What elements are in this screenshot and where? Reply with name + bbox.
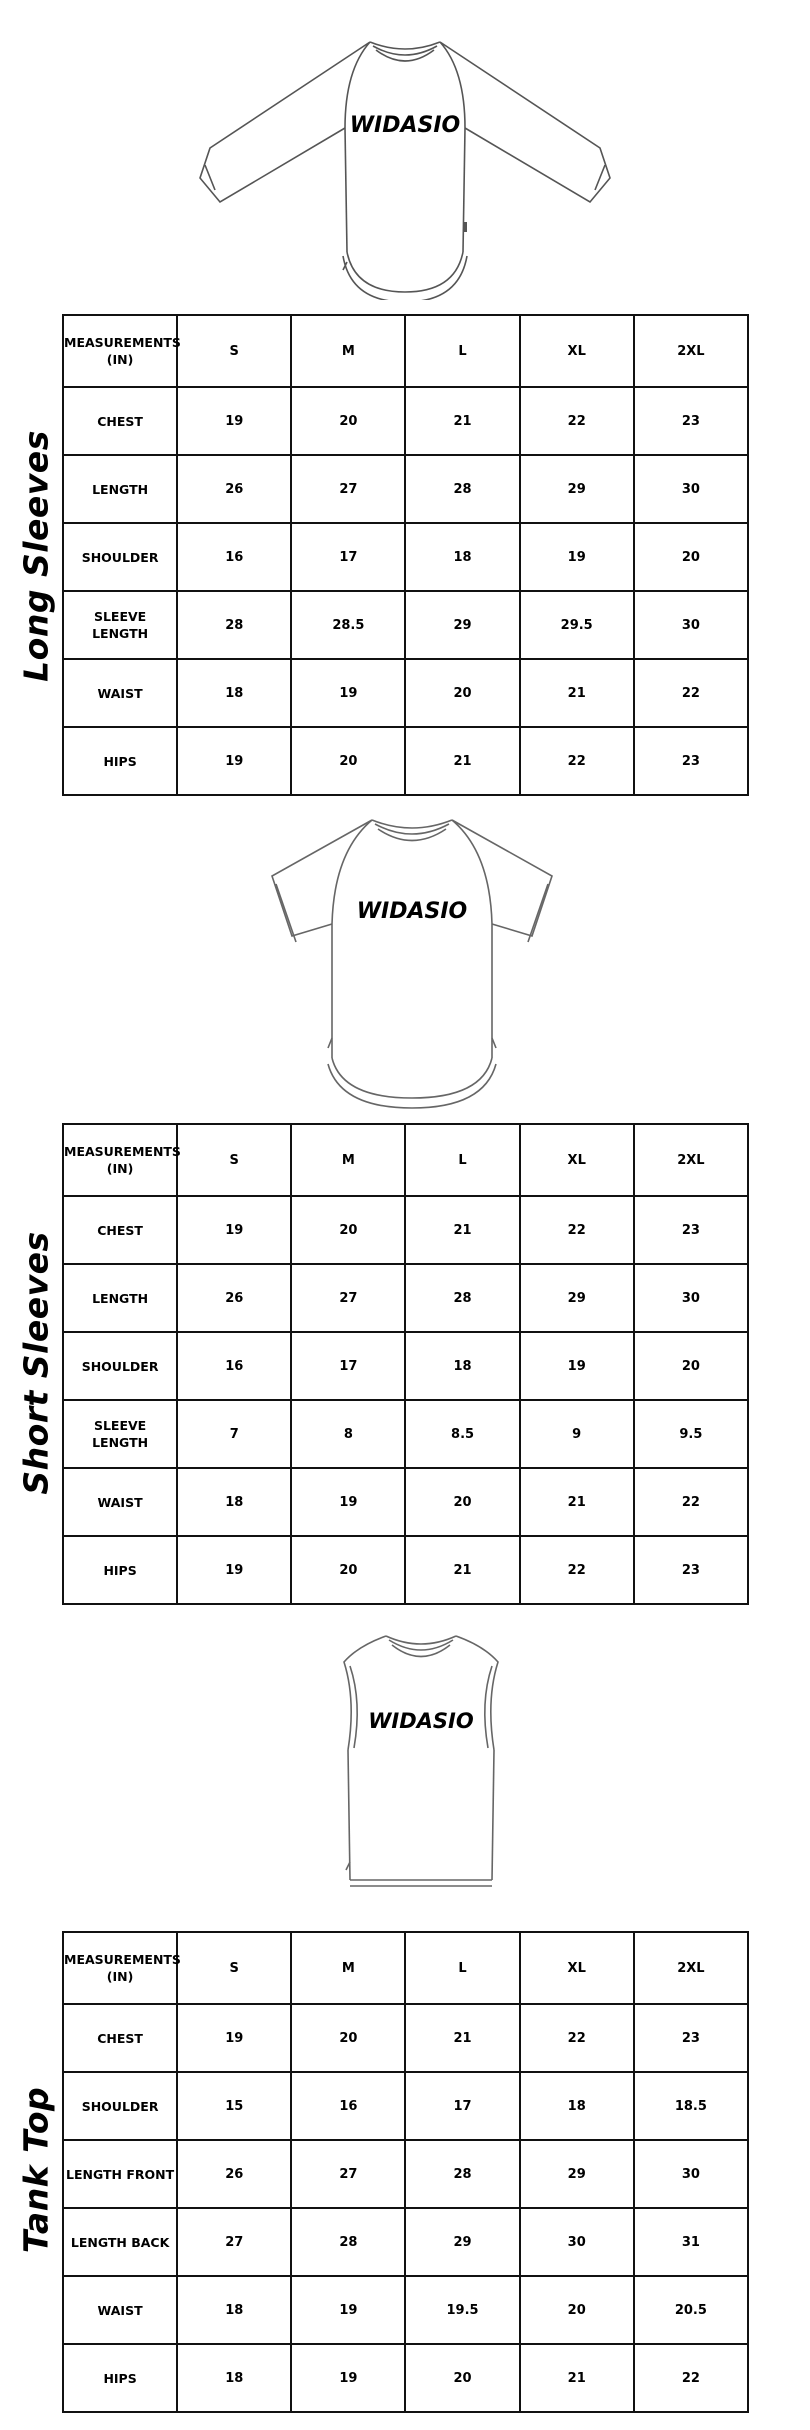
row-label: CHEST: [63, 387, 177, 455]
cell-value: 27: [177, 2208, 291, 2276]
row-label: HIPS: [63, 1536, 177, 1604]
cell-value: 23: [634, 387, 748, 455]
cell-value: 20: [291, 727, 405, 795]
cell-value: 20: [291, 2004, 405, 2072]
header-size-l: L: [405, 315, 519, 387]
cell-value: 16: [177, 1332, 291, 1400]
header-size-2xl: 2XL: [634, 1124, 748, 1196]
cell-value: 20: [520, 2276, 634, 2344]
table-row: [63, 1536, 748, 1604]
cell-value: 30: [634, 591, 748, 659]
cell-value: 17: [291, 1332, 405, 1400]
cell-value: 28: [405, 2140, 519, 2208]
cell-value: 22: [520, 1536, 634, 1604]
row-label: HIPS: [63, 727, 177, 795]
cell-value: 21: [405, 1536, 519, 1604]
cell-value: 21: [520, 659, 634, 727]
cell-value: 29.5: [520, 591, 634, 659]
cell-value: 8: [291, 1400, 405, 1468]
cell-value: 20: [405, 659, 519, 727]
cell-value: 28: [405, 455, 519, 523]
cell-value: 20: [291, 387, 405, 455]
cell-value: 15: [177, 2072, 291, 2140]
cell-value: 19: [291, 2276, 405, 2344]
header-size-2xl: 2XL: [634, 315, 748, 387]
tank-top-size-table: [62, 1931, 749, 2413]
cell-value: 23: [634, 1536, 748, 1604]
header-size-s: S: [177, 1124, 291, 1196]
cell-value: 18: [177, 2344, 291, 2412]
cell-value: 30: [634, 1264, 748, 1332]
row-label: LENGTH: [63, 455, 177, 523]
table-row: [63, 727, 748, 795]
brand-logo: WIDASIO: [356, 899, 468, 924]
cell-value: 22: [520, 387, 634, 455]
cell-value: 31: [634, 2208, 748, 2276]
cell-value: 7: [177, 1400, 291, 1468]
cell-value: 22: [520, 2004, 634, 2072]
row-label: SHOULDER: [63, 523, 177, 591]
cell-value: 30: [520, 2208, 634, 2276]
cell-value: 18: [177, 659, 291, 727]
table-row: [63, 2072, 748, 2140]
table-row: [63, 1400, 748, 1468]
cell-value: 27: [291, 455, 405, 523]
row-label: SHOULDER: [63, 1332, 177, 1400]
cell-value: 19: [177, 1536, 291, 1604]
row-label: WAIST: [63, 659, 177, 727]
cell-value: 19: [291, 659, 405, 727]
cell-value: 9: [520, 1400, 634, 1468]
table-row: [63, 455, 748, 523]
cell-value: 22: [634, 659, 748, 727]
header-measurements: MEASUREMENTS (IN): [63, 1932, 177, 2004]
header-size-s: S: [177, 315, 291, 387]
row-label: WAIST: [63, 2276, 177, 2344]
cell-value: 19: [177, 1196, 291, 1264]
cell-value: 17: [405, 2072, 519, 2140]
header-measurements: MEASUREMENTS (IN): [63, 315, 177, 387]
cell-value: 18: [520, 2072, 634, 2140]
cell-value: 30: [634, 455, 748, 523]
cell-value: 30: [634, 2140, 748, 2208]
table-row: [63, 387, 748, 455]
table-row: [63, 523, 748, 591]
table-row: [63, 1332, 748, 1400]
header-size-xl: XL: [520, 1932, 634, 2004]
table-header-row: [63, 1932, 748, 2004]
cell-value: 29: [520, 455, 634, 523]
table-row: [63, 659, 748, 727]
cell-value: 18.5: [634, 2072, 748, 2140]
cell-value: 27: [291, 2140, 405, 2208]
cell-value: 20: [291, 1196, 405, 1264]
cell-value: 20: [634, 1332, 748, 1400]
cell-value: 28.5: [291, 591, 405, 659]
table-row: [63, 1264, 748, 1332]
cell-value: 21: [520, 1468, 634, 1536]
header-size-m: M: [291, 1124, 405, 1196]
cell-value: 21: [405, 727, 519, 795]
header-size-xl: XL: [520, 1124, 634, 1196]
cell-value: 19: [520, 1332, 634, 1400]
cell-value: 26: [177, 455, 291, 523]
cell-value: 20: [291, 1536, 405, 1604]
cell-value: 28: [291, 2208, 405, 2276]
cell-value: 19: [520, 523, 634, 591]
cell-value: 18: [177, 1468, 291, 1536]
cell-value: 17: [291, 523, 405, 591]
table-row: [63, 591, 748, 659]
header-size-l: L: [405, 1932, 519, 2004]
header-measurements: MEASUREMENTS (IN): [63, 1124, 177, 1196]
header-size-xl: XL: [520, 315, 634, 387]
cell-value: 18: [405, 523, 519, 591]
cell-value: 22: [634, 1468, 748, 1536]
cell-value: 26: [177, 2140, 291, 2208]
cell-value: 21: [405, 2004, 519, 2072]
cell-value: 19: [177, 727, 291, 795]
row-label: LENGTH BACK: [63, 2208, 177, 2276]
short-sleeves-size-table: [62, 1123, 749, 1605]
cell-value: 20: [634, 523, 748, 591]
cell-value: 22: [520, 727, 634, 795]
cell-value: 23: [634, 1196, 748, 1264]
cell-value: 19: [291, 1468, 405, 1536]
row-label: SHOULDER: [63, 2072, 177, 2140]
cell-value: 29: [520, 2140, 634, 2208]
cell-value: 16: [291, 2072, 405, 2140]
header-size-s: S: [177, 1932, 291, 2004]
header-size-m: M: [291, 315, 405, 387]
row-label: SLEEVE LENGTH: [63, 591, 177, 659]
cell-value: 16: [177, 523, 291, 591]
table-row: [63, 1196, 748, 1264]
cell-value: 19.5: [405, 2276, 519, 2344]
cell-value: 28: [405, 1264, 519, 1332]
cell-value: 19: [291, 2344, 405, 2412]
cell-value: 29: [405, 2208, 519, 2276]
table-row: [63, 2276, 748, 2344]
cell-value: 19: [177, 387, 291, 455]
cell-value: 20.5: [634, 2276, 748, 2344]
cell-value: 23: [634, 2004, 748, 2072]
cell-value: 18: [177, 2276, 291, 2344]
table-header-row: [63, 315, 748, 387]
header-size-2xl: 2XL: [634, 1932, 748, 2004]
long-sleeves-size-table: [62, 314, 749, 796]
cell-value: 28: [177, 591, 291, 659]
long-sleeve-shirt-illustration: [195, 30, 625, 300]
cell-value: 21: [520, 2344, 634, 2412]
cell-value: 22: [520, 1196, 634, 1264]
cell-value: 18: [405, 1332, 519, 1400]
tank-top-illustration: [336, 1630, 506, 1890]
short-sleeve-shirt-illustration: [262, 812, 562, 1112]
cell-value: 21: [405, 387, 519, 455]
cell-value: 29: [405, 591, 519, 659]
row-label: HIPS: [63, 2344, 177, 2412]
table-row: [63, 1468, 748, 1536]
cell-value: 19: [177, 2004, 291, 2072]
table-row: [63, 2208, 748, 2276]
cell-value: 23: [634, 727, 748, 795]
header-size-l: L: [405, 1124, 519, 1196]
cell-value: 22: [634, 2344, 748, 2412]
cell-value: 27: [291, 1264, 405, 1332]
cell-value: 20: [405, 2344, 519, 2412]
row-label: SLEEVE LENGTH: [63, 1400, 177, 1468]
brand-logo: WIDASIO: [349, 113, 461, 138]
table-header-row: [63, 1124, 748, 1196]
cell-value: 21: [405, 1196, 519, 1264]
table-row: [63, 2344, 748, 2412]
row-label: LENGTH FRONT: [63, 2140, 177, 2208]
cell-value: 29: [520, 1264, 634, 1332]
brand-logo: WIDASIO: [368, 1709, 474, 1733]
cell-value: 20: [405, 1468, 519, 1536]
cell-value: 9.5: [634, 1400, 748, 1468]
cell-value: 8.5: [405, 1400, 519, 1468]
cell-value: 26: [177, 1264, 291, 1332]
table-row: [63, 2004, 748, 2072]
row-label: WAIST: [63, 1468, 177, 1536]
row-label: LENGTH: [63, 1264, 177, 1332]
row-label: CHEST: [63, 2004, 177, 2072]
table-row: [63, 2140, 748, 2208]
row-label: CHEST: [63, 1196, 177, 1264]
header-size-m: M: [291, 1932, 405, 2004]
